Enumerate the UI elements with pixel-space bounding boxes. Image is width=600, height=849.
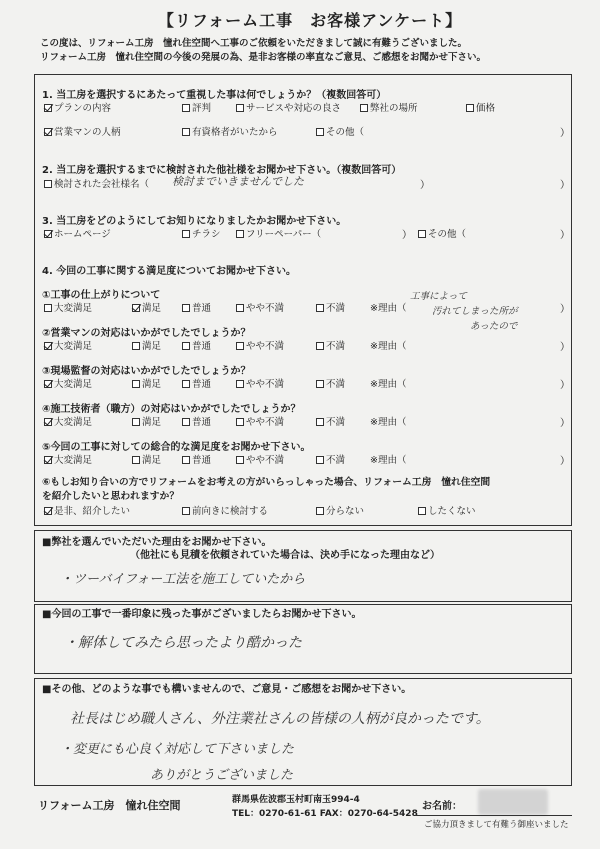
checkbox[interactable] bbox=[182, 418, 190, 426]
q4-item-question: ③現場監督の対応はいかがでしたでしょうか？ bbox=[42, 366, 251, 377]
checkbox[interactable] bbox=[316, 304, 324, 312]
checkbox[interactable] bbox=[182, 456, 190, 464]
q4-scale-option: ※理由（ bbox=[370, 379, 407, 390]
reason-answer: ・ツーバイフォー工法を施工していたから bbox=[60, 572, 306, 587]
comments-answer-line-2: ・変更にも心良く対応して下さいました bbox=[60, 742, 295, 757]
q4-scale-option: ※理由（ bbox=[370, 303, 407, 314]
q2-question: 2. 当工房を選択するまでに検討された他社様をお聞かせ下さい。（複数回答可） bbox=[42, 165, 402, 176]
q1-option-other[interactable]: その他（ bbox=[316, 124, 364, 138]
checkbox-checked[interactable] bbox=[44, 418, 52, 426]
q4-item-question: ②営業マンの対応はいかがでしたでしょうか？ bbox=[42, 328, 251, 339]
q3-option-freepaper[interactable]: フリーペーパー（ bbox=[236, 226, 321, 240]
checkbox[interactable] bbox=[132, 380, 140, 388]
q1-option-service[interactable]: サービスや対応の良さ bbox=[236, 100, 341, 114]
checkbox[interactable] bbox=[418, 507, 426, 515]
q3-option-homepage[interactable]: ホームページ bbox=[44, 226, 111, 240]
checkbox-checked[interactable] bbox=[44, 380, 52, 388]
q4-reason-note-3: あったので bbox=[470, 321, 518, 332]
q4-scale-option[interactable]: 不満 bbox=[316, 338, 345, 352]
checkbox-checked[interactable] bbox=[44, 507, 52, 515]
q4-scale-option[interactable]: 大変満足 bbox=[44, 300, 92, 314]
q4-reason-note-1: 工事によって bbox=[410, 291, 468, 302]
reason-heading: ■弊社を選んでいただいた理由をお聞かせ下さい。 bbox=[42, 537, 272, 548]
paren-close: ） bbox=[560, 180, 570, 191]
q1-option-qualified[interactable]: 有資格者がいたから bbox=[182, 124, 278, 138]
q4-scale-option[interactable]: 普通 bbox=[182, 376, 211, 390]
checkbox[interactable] bbox=[418, 230, 426, 238]
paren-close: ） bbox=[560, 456, 570, 467]
q4-scale-option[interactable]: 普通 bbox=[182, 452, 211, 466]
footer-thanks: ご協力頂きまして有難う御座いました bbox=[424, 820, 569, 830]
q4-scale-option: ※理由（ bbox=[370, 455, 407, 466]
checkbox[interactable] bbox=[236, 456, 244, 464]
q1-option-reputation[interactable]: 評判 bbox=[182, 100, 211, 114]
q4-scale-option[interactable]: 満足 bbox=[132, 338, 161, 352]
checkbox[interactable] bbox=[182, 128, 190, 136]
checkbox-checked[interactable] bbox=[44, 104, 52, 112]
name-underline bbox=[416, 815, 572, 816]
checkbox[interactable] bbox=[182, 342, 190, 350]
paren-close: ） bbox=[560, 128, 570, 139]
q1-option-price[interactable]: 価格 bbox=[466, 100, 495, 114]
reason-subheading: （他社にも見積を依頼されていた場合は、決め手になった理由など） bbox=[130, 550, 440, 561]
q6-question-line-2: を紹介したいと思われますか？ bbox=[42, 491, 180, 502]
checkbox[interactable] bbox=[236, 418, 244, 426]
paren-close: ） bbox=[560, 380, 570, 391]
q3-question: 3. 当工房をどのようにしてお知りになりましたかお聞かせ下さい。 bbox=[42, 216, 347, 227]
checkbox[interactable] bbox=[182, 104, 190, 112]
checkbox[interactable] bbox=[316, 342, 324, 350]
q1-option-salesperson[interactable]: 営業マンの人柄 bbox=[44, 124, 121, 138]
footer-address: 群馬県佐波郡玉村町南玉994-4 bbox=[232, 795, 360, 805]
comments-heading: ■その他、どのような事でも構いませんので、ご意見・ご感想をお聞かせ下さい。 bbox=[42, 684, 412, 695]
footer-phone: TEL：0270-61-61 FAX：0270-64-5428 bbox=[232, 809, 418, 819]
checkbox[interactable] bbox=[182, 507, 190, 515]
q2-handwritten-answer: 検討までいきませんでした bbox=[172, 175, 304, 188]
checkbox[interactable] bbox=[466, 104, 474, 112]
q1-option-plan[interactable]: プランの内容 bbox=[44, 100, 111, 114]
q4-item-question: ④施工技術者（職方）の対応はいかがでしたでしょうか？ bbox=[42, 404, 301, 415]
checkbox-checked[interactable] bbox=[44, 128, 52, 136]
q4-scale-option: ※理由（ bbox=[370, 341, 407, 352]
intro-line-1: この度は、リフォーム工房 憧れ住空間へ工事のご依頼をいただきまして誠に有難うございました。 bbox=[40, 38, 468, 49]
impression-answer: ・解体してみたら思ったより酷かった bbox=[64, 635, 302, 651]
checkbox-checked[interactable] bbox=[44, 342, 52, 350]
paren-close: ） bbox=[420, 180, 430, 191]
q4-scale-option[interactable]: 大変満足 bbox=[44, 414, 92, 428]
q4-scale-option[interactable]: 満足 bbox=[132, 300, 161, 314]
q4-scale-option[interactable]: やや不満 bbox=[236, 338, 284, 352]
checkbox[interactable] bbox=[44, 180, 52, 188]
checkbox[interactable] bbox=[316, 507, 324, 515]
comments-answer-line-1: 社長はじめ職人さん、外注業社さんの皆様の人柄が良かったです。 bbox=[70, 711, 490, 727]
checkbox[interactable] bbox=[182, 304, 190, 312]
q6-option-unsure[interactable]: 分らない bbox=[316, 503, 364, 517]
impression-heading: ■今回の工事で一番印象に残った事がございましたらお聞かせ下さい。 bbox=[42, 609, 362, 620]
checkbox[interactable] bbox=[360, 104, 368, 112]
checkbox[interactable] bbox=[182, 380, 190, 388]
q4-scale-option[interactable]: 普通 bbox=[182, 300, 211, 314]
page-title: 【リフォーム工事 お客様アンケート】 bbox=[157, 11, 463, 30]
paren-close: ） bbox=[402, 230, 412, 241]
comments-answer-line-3: ありがとうございました bbox=[150, 768, 294, 783]
q3-option-flyer[interactable]: チラシ bbox=[182, 226, 221, 240]
q2-option-companies[interactable]: 検討された会社様名（ bbox=[44, 176, 149, 190]
q4-scale-option[interactable]: やや不満 bbox=[236, 376, 284, 390]
q4-item-question: ⑤今回の工事に対しての総合的な満足度をお聞かせ下さい。 bbox=[42, 442, 311, 453]
q4-scale-option[interactable]: 不満 bbox=[316, 414, 345, 428]
paren-close: ） bbox=[560, 418, 570, 429]
checkbox[interactable] bbox=[236, 104, 244, 112]
checkbox[interactable] bbox=[316, 418, 324, 426]
q4-item-question: ①工事の仕上がりについて bbox=[42, 290, 161, 301]
checkbox[interactable] bbox=[236, 342, 244, 350]
q4-scale-option[interactable]: 満足 bbox=[132, 376, 161, 390]
paren-close: ） bbox=[560, 304, 570, 315]
q1-option-location[interactable]: 弊社の場所 bbox=[360, 100, 418, 114]
paren-close: ） bbox=[560, 342, 570, 353]
q6-question-line-1: ⑥もしお知り合いの方でリフォームをお考えの方がいらっしゃった場合、リフォーム工房 憧れ住空間 bbox=[42, 477, 491, 488]
q1-question: 1. 当工房を選択するにあたって重視した事は何でしょうか？（複数回答可） bbox=[42, 90, 387, 101]
q4-scale-option[interactable]: やや不満 bbox=[236, 414, 284, 428]
q6-option-consider[interactable]: 前向きに検討する bbox=[182, 503, 268, 517]
checkbox[interactable] bbox=[316, 380, 324, 388]
paren-close: ） bbox=[560, 230, 570, 241]
q4-scale-option[interactable]: 大変満足 bbox=[44, 376, 92, 390]
q6-option-recommend[interactable]: 是非、紹介したい bbox=[44, 503, 130, 517]
checkbox[interactable] bbox=[236, 380, 244, 388]
q4-scale-option[interactable]: やや不満 bbox=[236, 300, 284, 314]
checkbox[interactable] bbox=[132, 418, 140, 426]
checkbox[interactable] bbox=[316, 128, 324, 136]
q4-scale-option[interactable]: 大変満足 bbox=[44, 338, 92, 352]
q3-option-other[interactable]: その他（ bbox=[418, 226, 466, 240]
checkbox[interactable] bbox=[44, 304, 52, 312]
checkbox-checked[interactable] bbox=[44, 456, 52, 464]
checkbox[interactable] bbox=[132, 342, 140, 350]
q4-scale-option: ※理由（ bbox=[370, 417, 407, 428]
q4-scale-option[interactable]: 大変満足 bbox=[44, 452, 92, 466]
q4-scale-option[interactable]: 不満 bbox=[316, 300, 345, 314]
checkbox[interactable] bbox=[182, 230, 190, 238]
q6-option-no[interactable]: したくない bbox=[418, 503, 476, 517]
q4-reason-note-2: 汚れてしまった所が bbox=[432, 306, 518, 317]
q4-scale-option[interactable]: 普通 bbox=[182, 414, 211, 428]
q4-heading: 4. 今回の工事に関する満足度についてお聞かせ下さい。 bbox=[42, 266, 297, 277]
checkbox-checked[interactable] bbox=[132, 304, 140, 312]
name-redacted bbox=[478, 789, 548, 815]
q4-scale-option[interactable]: 普通 bbox=[182, 338, 211, 352]
footer-company: リフォーム工房 憧れ住空間 bbox=[38, 799, 181, 812]
q4-scale-option[interactable]: 不満 bbox=[316, 452, 345, 466]
name-label: お名前： bbox=[422, 801, 462, 812]
checkbox[interactable] bbox=[236, 230, 244, 238]
intro-line-2: リフォーム工房 憧れ住空間の今後の発展の為、是非お客様の率直なご意見、ご感想をお聞かせ下さい。 bbox=[40, 52, 487, 63]
checkbox-checked[interactable] bbox=[44, 230, 52, 238]
checkbox[interactable] bbox=[316, 456, 324, 464]
q4-scale-option[interactable]: 満足 bbox=[132, 452, 161, 466]
q4-scale-option[interactable]: 満足 bbox=[132, 414, 161, 428]
checkbox[interactable] bbox=[236, 304, 244, 312]
q4-scale-option[interactable]: 不満 bbox=[316, 376, 345, 390]
q4-scale-option[interactable]: やや不満 bbox=[236, 452, 284, 466]
checkbox[interactable] bbox=[132, 456, 140, 464]
